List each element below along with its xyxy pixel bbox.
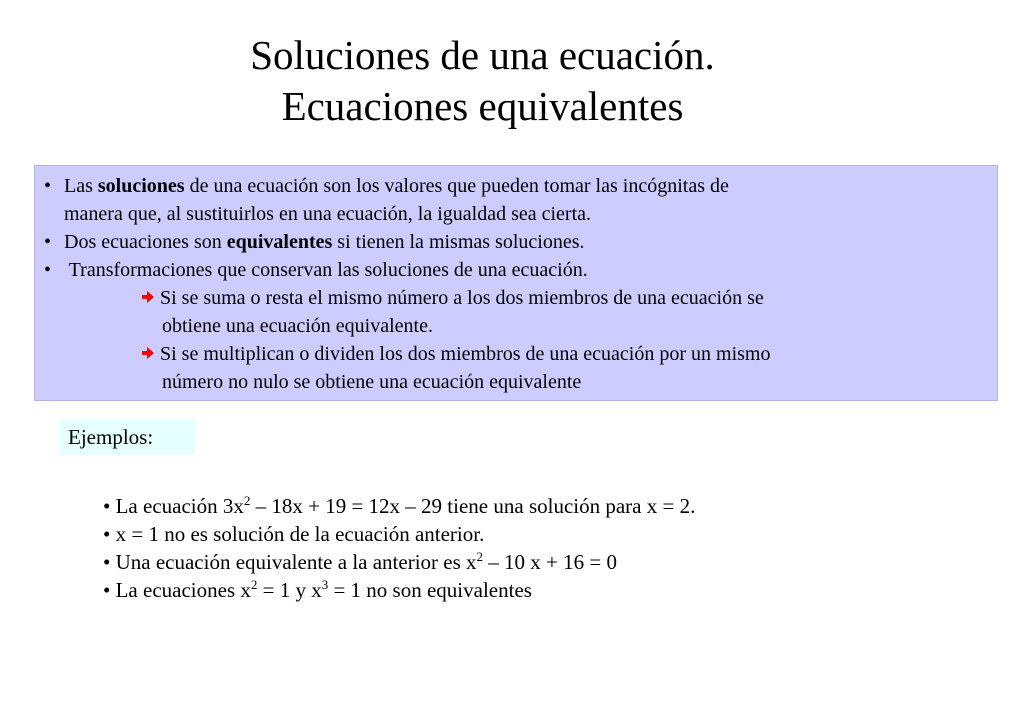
item1-continuation: manera que, al sustituirlos en una ecuación, la igualdad sea cierta. (64, 203, 592, 225)
title-line-2: Ecuaciones equivalentes (281, 83, 684, 129)
examples-list (103, 492, 695, 604)
bullet-dot: • (44, 231, 52, 253)
example4-exponent-2: 3 (321, 577, 329, 592)
item1-bold-term: soluciones (97, 175, 185, 197)
example4-exponent-1: 2 (250, 577, 258, 592)
example3-exponent: 2 (476, 549, 484, 564)
sub-item-suma-resta (142, 284, 764, 312)
example-item-3 (103, 548, 695, 576)
example3-text-a: • Una ecuación equivalente a la anterior es x (103, 550, 477, 574)
red-arrow-right-icon (142, 291, 154, 303)
item3-text: Transformaciones que conservan las soluciones de una ecuación. (64, 259, 588, 281)
examples-label: Ejemplos: (59, 419, 195, 455)
bullet-dot: • (44, 175, 52, 197)
bullet-item-soluciones (44, 172, 729, 200)
item2-bold-term: equivalentes (226, 231, 333, 253)
sub1-text: Si se suma o resta el mismo número a los dos miembros de una ecuación se (160, 287, 764, 309)
item2-text-post: si tienen la mismas soluciones. (332, 231, 585, 253)
title-line-1: Soluciones de una ecuación. (250, 32, 715, 78)
item1-text-pre: Las (64, 175, 98, 197)
example1-text-a: • La ecuación 3x (103, 494, 244, 518)
definitions-box (34, 165, 998, 401)
item2-text-pre: Dos ecuaciones son (64, 231, 227, 253)
red-arrow-right-icon (142, 347, 154, 359)
example3-text-b: – 10 x + 16 = 0 (483, 550, 617, 574)
example4-text-c: = 1 no son equivalentes (328, 578, 532, 602)
example-item-2: • x = 1 no es solución de la ecuación anterior. (103, 522, 485, 546)
example4-text-b: = 1 y x (257, 578, 322, 602)
example-item-4 (103, 576, 695, 604)
slide-title (0, 30, 965, 132)
item1-text-post: de una ecuación son los valores que pueden tomar las incógnitas de (184, 175, 729, 197)
example1-exponent: 2 (243, 493, 251, 508)
sub1-continuation: obtiene una ecuación equivalente. (162, 315, 433, 337)
bullet-dot: • (44, 259, 52, 281)
sub2-continuation: número no nulo se obtiene una ecuación equivalente (162, 371, 582, 393)
bullet-item-transformaciones (44, 256, 588, 284)
example1-text-b: – 18x + 19 = 12x – 29 tiene una solución para x = 2. (250, 494, 696, 518)
example4-text-a: • La ecuaciones x (103, 578, 251, 602)
sub2-text: Si se multiplican o dividen los dos miembros de una ecuación por un mismo (160, 343, 771, 365)
bullet-item-equivalentes (44, 228, 584, 256)
sub-item-multiplica-divide (142, 340, 770, 368)
example-item-1 (103, 492, 695, 520)
